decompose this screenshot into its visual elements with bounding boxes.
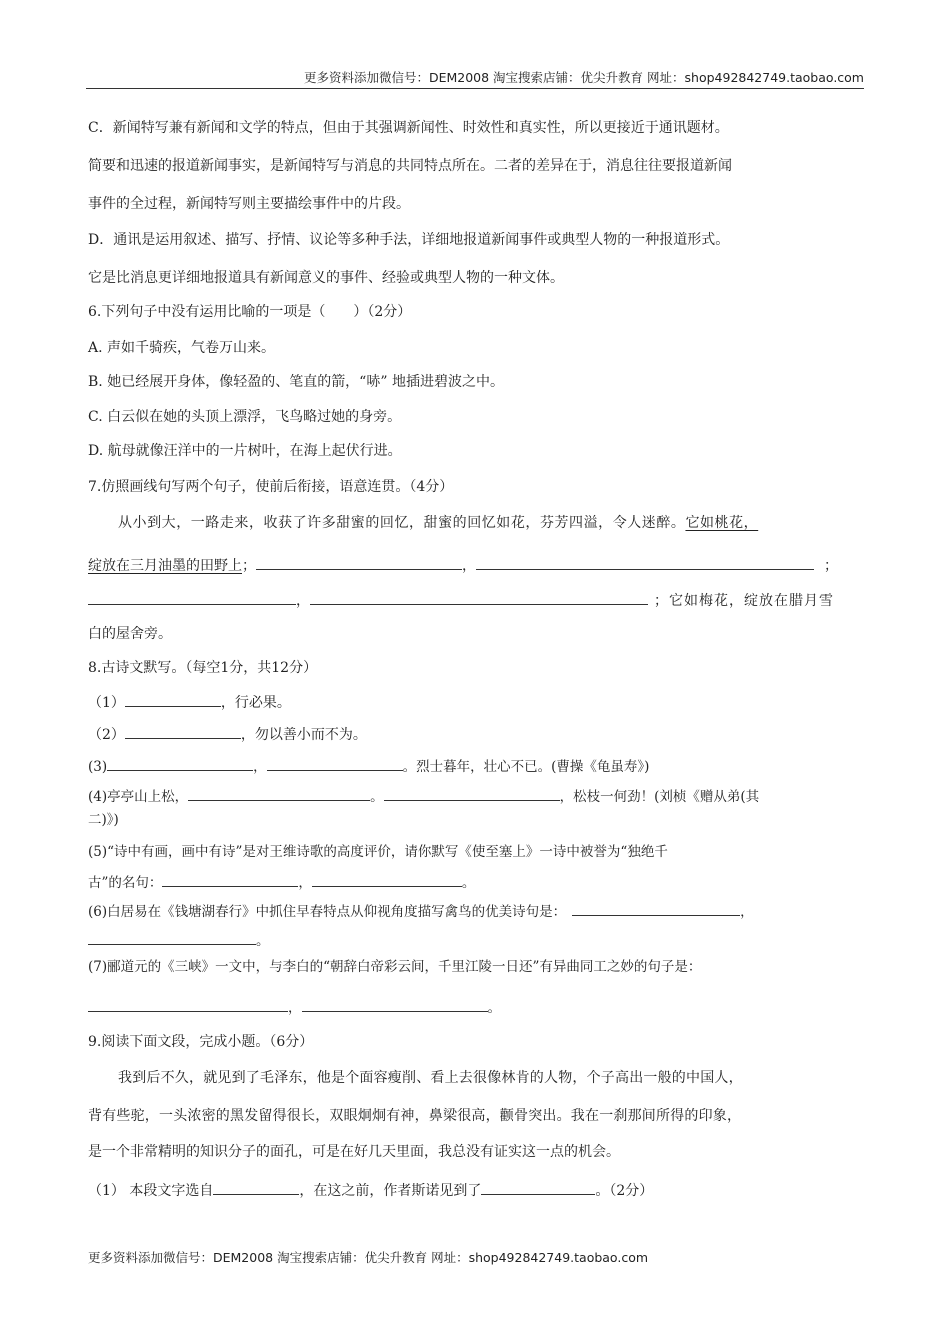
q7-passage-line1 bbox=[118, 513, 758, 533]
q8-item-1 bbox=[88, 690, 291, 713]
q5-option-c-line1: C．新闻特写兼有新闻和文学的特点，但由于其强调新闻性、时效性和真实性，所以更接近于通讯题材。 bbox=[88, 120, 729, 136]
q5-option-c-line2: 简要和迅速的报道新闻事实，是新闻特写与消息的共同特点所在。二者的差异在于，消息往往要报道新闻 bbox=[88, 158, 732, 174]
q8-item-separator: ， bbox=[740, 904, 754, 920]
q8-answer-blank-3[interactable] bbox=[107, 754, 253, 771]
q8-item-4 bbox=[88, 784, 759, 807]
q5-option-d-line1: D．通讯是运用叙述、描写、抒情、议论等多种手法，详细地报道新闻事件或典型人物的一种报道形式。 bbox=[88, 232, 730, 248]
q9-stem: 9.阅读下面文段，完成小题。（6分） bbox=[88, 1034, 314, 1050]
q8-item-number: （1） bbox=[88, 695, 125, 711]
q7-stem: 7.仿照画线句写两个句子，使前后衔接，语意连贯。（4分） bbox=[88, 479, 454, 495]
q8-item-number: （2） bbox=[88, 727, 125, 743]
q8-item-7-line2 bbox=[88, 995, 501, 1018]
page-header: 更多资料添加微信号：DEM2008 淘宝搜索店铺：优尖升教育 网址：shop492842749.taobao.com bbox=[303, 70, 864, 85]
q8-item-number: (3) bbox=[88, 759, 108, 775]
q8-answer-blank-9[interactable] bbox=[572, 899, 740, 916]
q6-option-a: A. 声如千骑疾，气卷万山来。 bbox=[88, 340, 276, 356]
q8-item-separator: ， bbox=[288, 1000, 302, 1016]
q9-passage-line1: 我到后不久，就见到了毛泽东，他是个面容瘦削、看上去很像林肯的人物，个子高出一般的中国人， bbox=[118, 1070, 743, 1086]
q8-item-6-line1 bbox=[88, 899, 754, 922]
q9-answer-blank-1[interactable] bbox=[213, 1178, 299, 1195]
q8-item-4-line2: 二)》) bbox=[88, 812, 119, 828]
q9-subquestion-text: 。（2分） bbox=[595, 1183, 654, 1199]
q6-stem: 6.下列句子中没有运用比喻的一项是（ ）（2分） bbox=[88, 304, 412, 320]
q8-item-text: (4)亭亭山上松， bbox=[88, 789, 189, 805]
q8-item-separator: 。 bbox=[370, 789, 384, 805]
q8-item-text: 。 bbox=[461, 875, 476, 891]
q8-item-text: 古”的名句： bbox=[88, 875, 163, 891]
q8-answer-blank-1[interactable] bbox=[125, 690, 221, 707]
q8-item-text: (6)白居易在《钱塘湖春行》中抓住早春特点从仰视角度描写禽鸟的优美诗句是： bbox=[88, 904, 567, 920]
q8-stem: 8.古诗文默写。（每空1分，共12分） bbox=[88, 660, 318, 676]
q7-passage-line3 bbox=[88, 588, 834, 611]
page-footer: 更多资料添加微信号：DEM2008 淘宝搜索店铺：优尖升教育 网址：shop492842749.taobao.com bbox=[88, 1250, 649, 1265]
q7-passage-line2 bbox=[88, 553, 838, 576]
q8-item-6-line2 bbox=[88, 928, 270, 951]
q9-subquestion-text: ，在这之前，作者斯诺见到了 bbox=[299, 1183, 482, 1199]
q6-option-c: C. 白云似在她的头顶上漂浮，飞鸟略过她的身旁。 bbox=[88, 409, 402, 425]
q9-passage-line3: 是一个非常精明的知识分子的面孔，可是在好几天里面，我总没有证实这一点的机会。 bbox=[88, 1144, 620, 1160]
q8-item-2 bbox=[88, 722, 367, 745]
q8-item-text: ，松枝一何劲！(刘桢《赠从弟(其 bbox=[559, 789, 760, 805]
q8-item-text: 。烈士暮年，壮心不已。(曹操《龟虽寿》) bbox=[402, 759, 650, 775]
q8-item-7-line1: (7)郦道元的《三峡》一文中，与李白的“朝辞白帝彩云间，千里江陵一日还”有异曲同工之妙的句子是： bbox=[88, 959, 702, 975]
q7-separator: ， bbox=[462, 558, 476, 574]
q7-answer-blank-2[interactable] bbox=[476, 553, 814, 570]
q5-option-d-line2: 它是比消息更详细地报道具有新闻意义的事件、经验或典型人物的一种文体。 bbox=[88, 270, 564, 286]
q6-option-d: D. 航母就像汪洋中的一片树叶，在海上起伏行进。 bbox=[88, 443, 402, 459]
q7-separator: ， bbox=[296, 593, 310, 609]
q7-underlined-sentence-part2: 绽放在三月油墨的田野上 bbox=[88, 558, 242, 574]
q7-passage-text: 从小到大，一路走来，收获了许多甜蜜的回忆，甜蜜的回忆如花，芬芳四溢，令人迷醉。 bbox=[118, 515, 686, 531]
q8-item-5-line2 bbox=[88, 870, 475, 893]
q6-option-b: B. 她已经展开身体，像轻盈的、笔直的箭，“哧” 地插进碧波之中。 bbox=[88, 374, 504, 390]
q9-passage-line2: 背有些驼，一头浓密的黑发留得很长，双眼炯炯有神，鼻梁很高，颧骨突出。我在一刹那间所得的印象， bbox=[88, 1108, 742, 1124]
q9-subquestion-1 bbox=[88, 1178, 653, 1201]
q7-separator: ； bbox=[242, 558, 256, 574]
q7-answer-blank-3[interactable] bbox=[88, 588, 296, 605]
q7-separator: ； bbox=[824, 558, 838, 574]
q7-passage-line4: 白的屋舍旁。 bbox=[88, 626, 172, 642]
q8-item-text: ，勿以善小而不为。 bbox=[240, 727, 367, 743]
q8-answer-blank-2[interactable] bbox=[125, 722, 241, 739]
q7-passage-continued: ；它如梅花，绽放在腊月雪 bbox=[654, 593, 834, 609]
q8-item-5-line1: (5)“诗中有画，画中有诗”是对王维诗歌的高度评价，请你默写《使至塞上》一诗中被誉为“独绝千 bbox=[88, 844, 668, 860]
q8-answer-blank-8[interactable] bbox=[312, 870, 462, 887]
q8-item-separator: ， bbox=[298, 875, 312, 891]
q8-item-separator: ， bbox=[253, 759, 267, 775]
q8-item-text: ，行必果。 bbox=[220, 695, 291, 711]
q8-item-text: 。 bbox=[487, 1000, 501, 1016]
q7-answer-blank-4[interactable] bbox=[310, 588, 648, 605]
q7-underlined-sentence-part1: 它如桃花， bbox=[685, 515, 759, 531]
q8-answer-blank-6[interactable] bbox=[384, 784, 560, 801]
q8-answer-blank-5[interactable] bbox=[188, 784, 370, 801]
header-divider bbox=[86, 88, 864, 89]
q5-option-c-line3: 事件的全过程，新闻特写则主要描绘事件中的片段。 bbox=[88, 196, 410, 212]
q8-answer-blank-4[interactable] bbox=[267, 754, 403, 771]
q8-answer-blank-10[interactable] bbox=[88, 928, 256, 945]
q9-subquestion-text: （1） 本段文字选自 bbox=[88, 1183, 214, 1199]
q7-answer-blank-1[interactable] bbox=[256, 553, 462, 570]
q8-answer-blank-7[interactable] bbox=[162, 870, 298, 887]
q8-item-text: 。 bbox=[256, 933, 270, 949]
q8-answer-blank-12[interactable] bbox=[302, 995, 488, 1012]
q8-item-3 bbox=[88, 754, 649, 777]
q9-answer-blank-2[interactable] bbox=[481, 1178, 595, 1195]
q8-answer-blank-11[interactable] bbox=[88, 995, 288, 1012]
